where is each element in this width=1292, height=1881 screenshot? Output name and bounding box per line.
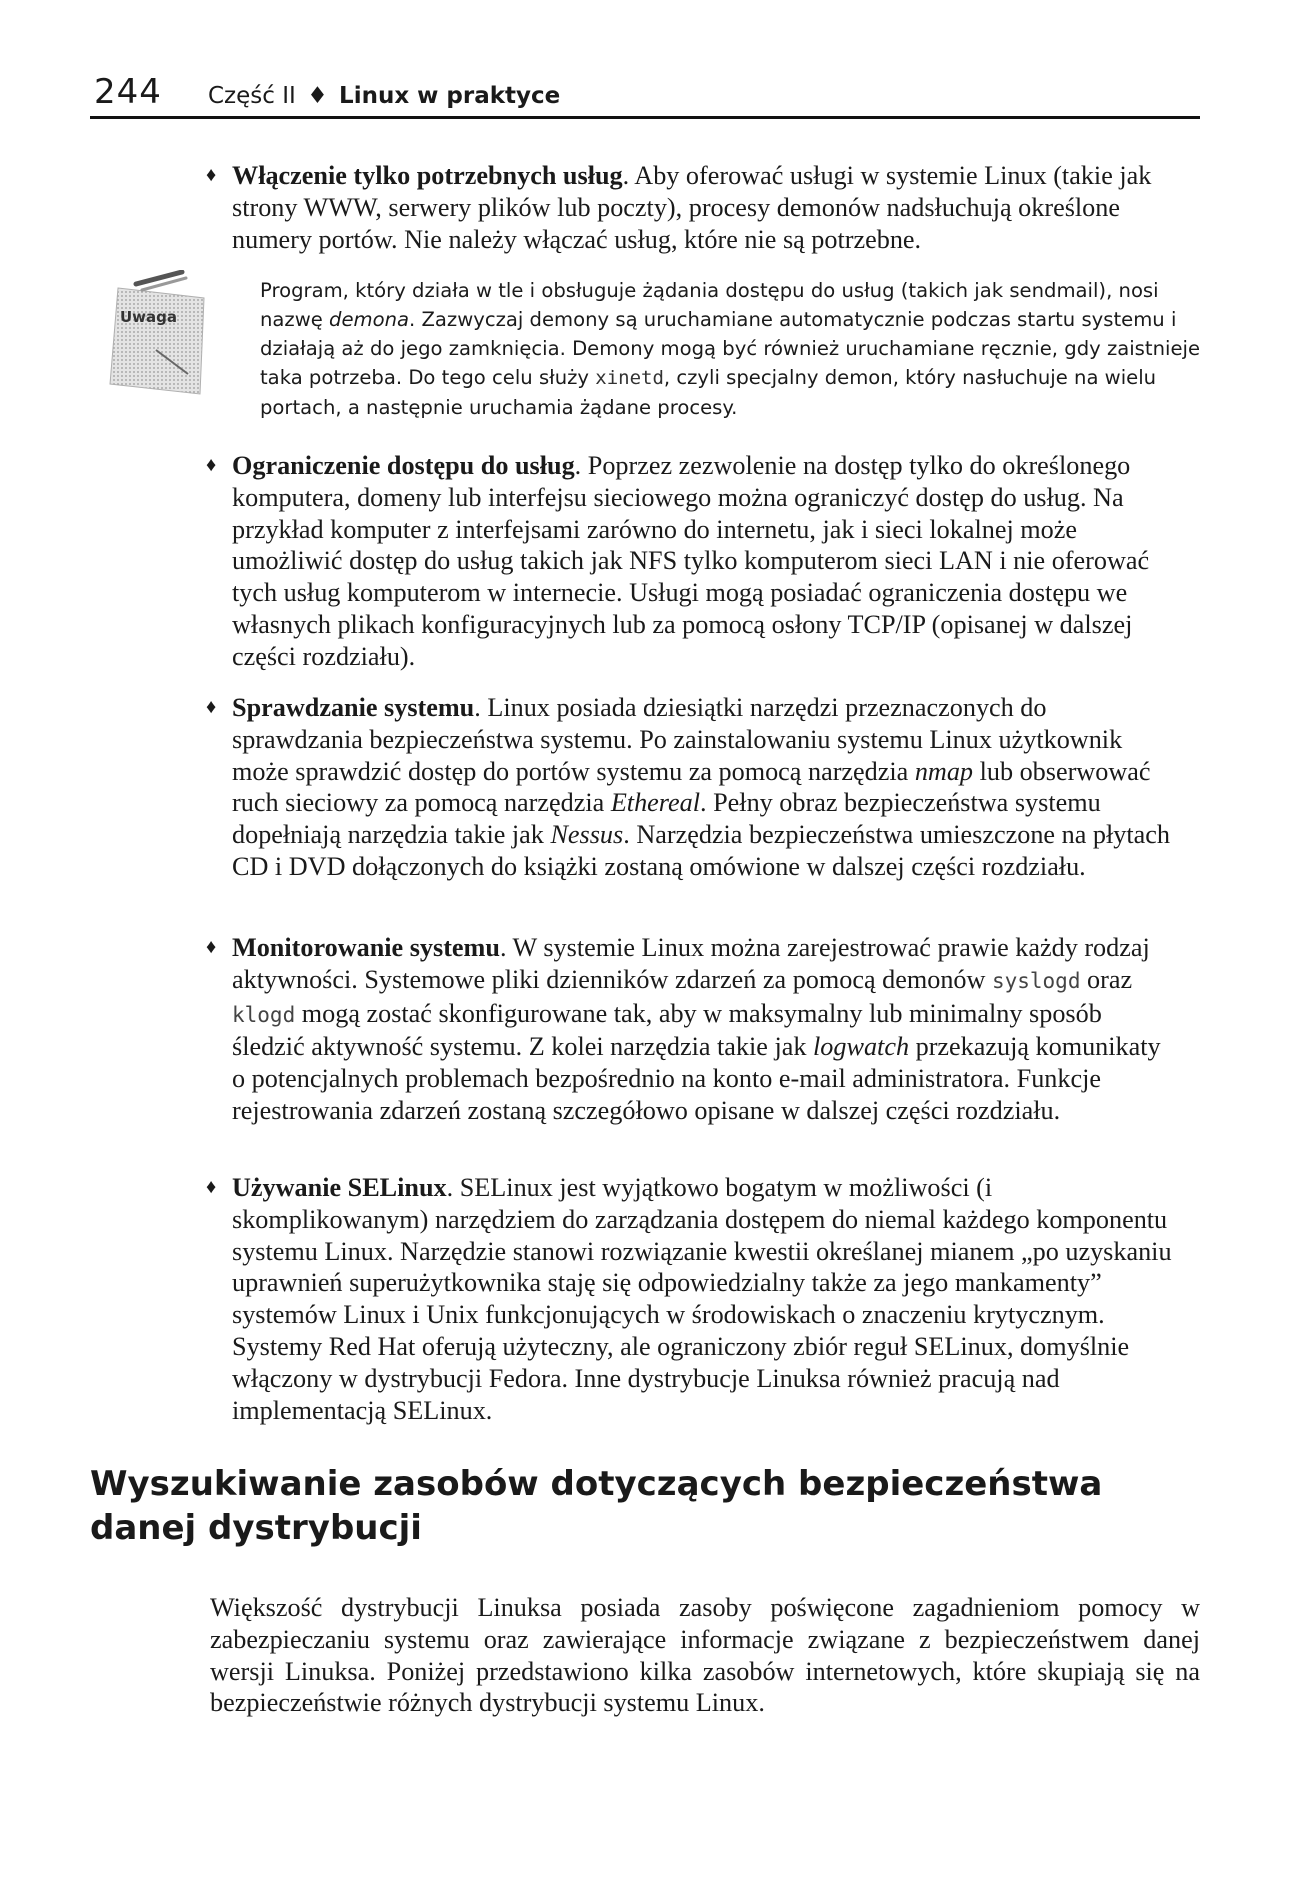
note-term: demona (329, 308, 410, 331)
note-text: Program, który działa w tle i obsługuje żądania dostępu do usług (takich jak sendmail), nosi nazwę demona. Zazwyczaj demony są uruchamiane automatycznie podczas startu systemu i działają aż do jego zamknięcia. Demony mogą być również uruchamiane ręcznie, gdy zaistnieje taka potrzeba. Do tego celu służy xinetd, czyli specjalny demon, który nasłuchuje na wielu portach, a następnie uruchamia żądane procesy. (260, 279, 1200, 419)
bullet-diamond-icon: ♦ (206, 1176, 217, 1198)
note-icon-label: Uwaga (120, 308, 178, 326)
page-header (90, 72, 1200, 119)
code-term: syslogd (991, 968, 1081, 993)
bullet-item-monitoring: ♦ Monitorowanie systemu. W systemie Linux można zarejestrować prawie każdy rodzaj aktywności. Systemowe pliki dzienników zdarzeń za pomocą demonów syslogd oraz klogd mogą zostać skonfigurowane tak, aby w maksymalny lub minimalny sposób śledzić aktywność systemu. Z kolei narzędzia takie jak logwatch przekazują komunikaty o potencjalnych problemach bezpośrednio na konto e-mail administratora. Funkcje rejestrowania zdarzeń zostaną szczegółowo opisane w dalszej części rozdziału. (206, 933, 1161, 1125)
tool-name: nmap (914, 756, 974, 786)
bullet-title: Sprawdzanie systemu (232, 693, 475, 722)
page-number: 244 (94, 72, 162, 112)
section-heading: Wyszukiwanie zasobów dotyczących bezpieczeństwa danej dystrybucji (90, 1464, 1103, 1548)
bullet-text: . Aby oferować usługi w systemie Linux (takie jak strony WWW, serwery plików lub poczty), procesy demonów nadsłuchują określone numery portów. Nie należy włączać usług, które nie są potrzebne. (232, 161, 1152, 254)
bullet-item-selinux (206, 1172, 1172, 1426)
tool-name: Ethereal (610, 788, 701, 818)
bullet-title: Włączenie tylko potrzebnych usług (232, 161, 623, 190)
code-term: klogd (232, 1002, 296, 1027)
section-paragraph: Większość dystrybucji Linuksa posiada zasoby poświęcone zagadnieniom pomocy w zabezpieczaniu systemu oraz zawierające informacje związane z bezpieczeństwem danej wersji Linuksa. Poniżej przedstawiono kilka zasobów internetowych, które skupiają się na bezpieczeństwie różnych dystrybucji systemu Linux. (210, 1593, 1200, 1718)
tool-name: logwatch (813, 1032, 910, 1062)
bullet-diamond-icon: ♦ (206, 454, 217, 476)
bullet-item-checking: ♦ Sprawdzanie systemu. Linux posiada dziesiątki narzędzi przeznaczonych do sprawdzania bezpieczeństwa systemu. Po zainstalowaniu systemu Linux użytkownik może sprawdzić dostęp do portów systemu za pomocą narzędzia nmap lub obserwować ruch sieciowy za pomocą narzędzia Ethereal. Pełny obraz bezpieczeństwa systemu dopełniają narzędzia takie jak Nessus. Narzędzia bezpieczeństwa umieszczone na płytach CD i DVD dołączonych do książki zostaną omówione w dalszej części rozdziału. (206, 693, 1170, 881)
running-header (208, 83, 560, 109)
bullet-item-services (206, 160, 1172, 255)
bullet-diamond-icon: ♦ (206, 936, 217, 958)
tool-name: Nessus (550, 820, 624, 850)
header-diamond-icon: ♦ (307, 83, 328, 109)
bullet-title: Używanie SELinux (232, 1173, 447, 1202)
note-icon (96, 270, 216, 400)
bullet-text: . SELinux jest wyjątkowo bogatym w możliwości (i skomplikowanym) narzędziem do zarządzania dostępem do niemal każdego komponentu systemu Linux. Narzędzie stanowi rozwiązanie kwestii określanej mianem „po uzyskaniu uprawnień superużytkownika staję się odpowiedzialny także za jego mankamenty” systemów Linux i Unix funkcjonujących w środowiskach o znaczeniu krytycznym. Systemy Red Hat oferują użyteczny, ale ograniczony zbiór reguł SELinux, domyślnie włączony w dystrybucji Fedora. Inne dystrybucje Linuksa również pracują nad implementacją SELinux. (232, 1173, 1172, 1425)
part-label: Część II (208, 83, 296, 109)
bullet-diamond-icon: ♦ (206, 696, 217, 718)
bullet-item-access (206, 450, 1172, 673)
part-title: Linux w praktyce (339, 83, 561, 109)
bullet-title: Monitorowanie systemu (232, 933, 500, 962)
bullet-title: Ograniczenie dostępu do usług (232, 451, 575, 480)
note-code: xinetd (595, 367, 664, 389)
bullet-diamond-icon: ♦ (206, 164, 217, 186)
bullet-text: . Poprzez zezwolenie na dostęp tylko do określonego komputera, domeny lub interfejsu sieciowego można ograniczyć dostęp do usług. Na przykład komputer z interfejsami zarówno do internetu, jak i sieci lokalnej może umożliwić dostęp do usług takich jak NFS tylko komputerom sieci LAN i nie oferować tych usług komputerom w internecie. Usługi mogą posiadać ograniczenia dostępu we własnych plikach konfiguracyjnych lub za pomocą osłony TCP/IP (opisanej w dalszej części rozdziału). (232, 451, 1150, 671)
